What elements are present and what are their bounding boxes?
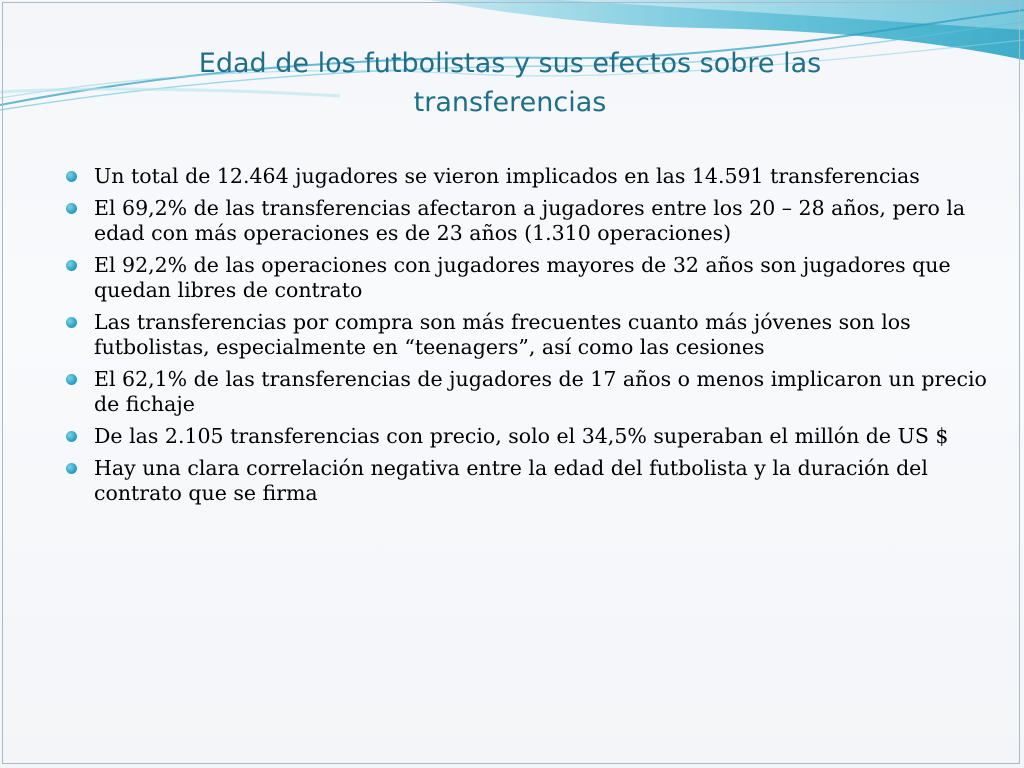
bullet-text: El 92,2% de las operaciones con jugadores mayores de 32 años son jugadores que quedan libres de contrato — [94, 253, 951, 302]
bullet-list — [60, 164, 990, 513]
slide-title: Edad de los futbolistas y sus efectos sobre las transferencias — [198, 48, 822, 118]
bullet-text: El 62,1% de las transferencias de jugadores de 17 años o menos implicaron un precio de fichaje — [94, 367, 987, 416]
bullet-text: Hay una clara correlación negativa entre la edad del futbolista y la duración del contrato que se firma — [94, 456, 928, 505]
bullet-icon — [66, 171, 77, 182]
bullet-item — [60, 456, 990, 506]
bullet-item — [60, 196, 990, 246]
bullet-icon — [66, 203, 77, 214]
bullet-text: Las transferencias por compra son más frecuentes cuanto más jóvenes son los futbolistas, especialmente en “teenagers”, así como las cesiones — [94, 310, 911, 359]
bullet-icon — [66, 463, 77, 474]
bullet-text: Un total de 12.464 jugadores se vieron implicados en las 14.591 transferencias — [94, 164, 920, 188]
bullet-text: El 69,2% de las transferencias afectaron a jugadores entre los 20 – 28 años, pero la edad con más operaciones es de 23 años (1.310 operaciones) — [94, 196, 966, 245]
bullet-item — [60, 310, 990, 360]
bullet-text: De las 2.105 transferencias con precio, solo el 34,5% superaban el millón de US $ — [94, 424, 949, 448]
bullet-item — [60, 424, 990, 449]
bullet-item — [60, 164, 990, 189]
bullet-icon — [66, 260, 77, 271]
bullet-item — [60, 367, 990, 417]
bullet-icon — [66, 431, 77, 442]
bullet-item — [60, 253, 990, 303]
bullet-icon — [66, 317, 77, 328]
bullet-icon — [66, 374, 77, 385]
